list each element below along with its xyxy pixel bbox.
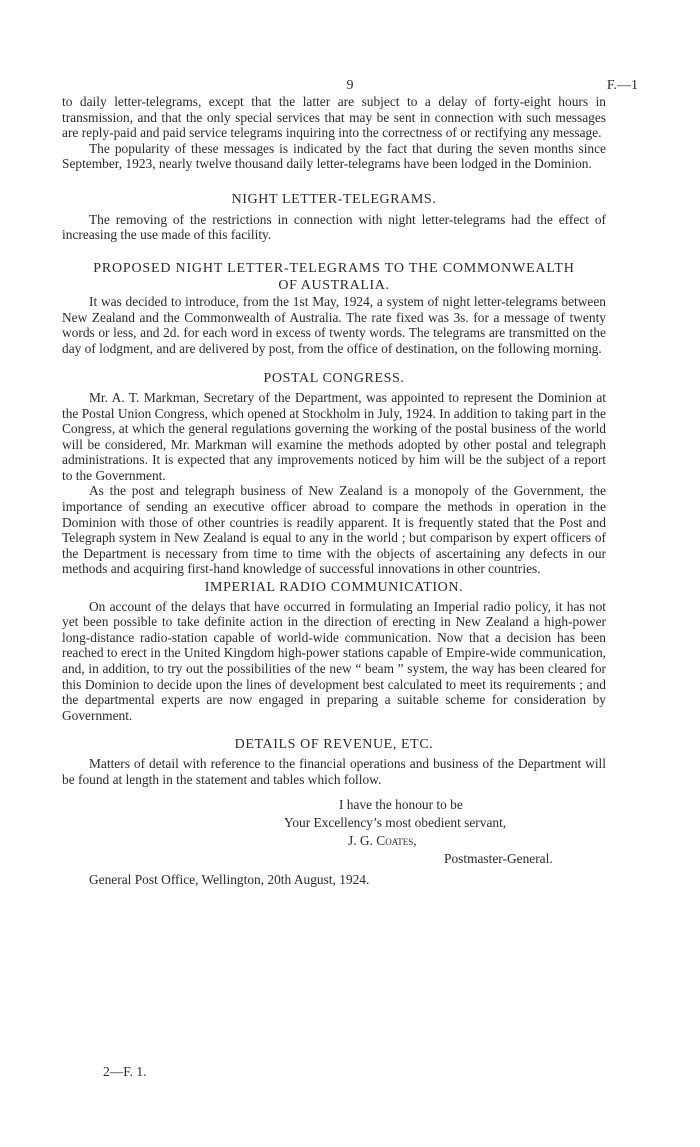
signoff-servant-line: Your Excellency’s most obedient servant, [284,815,507,831]
signatory-title: Postmaster-General. [444,851,553,867]
place-and-date: General Post Office, Wellington, 20th August, 1924. [89,872,370,888]
heading-proposed-night-letter-telegrams: PROPOSED NIGHT LETTER-TELEGRAMS TO THE COMMONWEALTH [93,260,575,276]
heading-night-letter-telegrams: NIGHT LETTER-TELEGRAMS. [231,191,437,207]
paragraph-postal-congress-appointment: Mr. A. T. Markman, Secretary of the Department, was appointed to represent the Dominion at the Postal Union Congress, which opened at Stockholm in July, 1924. In addition to taking part in the Congress, at which the general regulations governing the working of the postal business of the world will be considered, Mr. Markman will examine the methods adopted by other postal and telegraph administrations. It is expected that any improvements noticed by him will be the subject of a report to the Government. [62,389,606,483]
footer-reference: 2—F. 1. [103,1064,147,1079]
signatory-name: J. G. Coates, [348,833,417,849]
signoff-honour-line: I have the honour to be [339,797,463,813]
document-reference: F.—1 [606,78,638,93]
paragraph-details-of-revenue: Matters of detail with reference to the financial operations and business of the Department will be found at length in the statement and tables which follow. [62,755,606,787]
heading-imperial-radio-communication: IMPERIAL RADIO COMMUNICATION. [204,580,464,596]
signoff-block [62,787,606,897]
heading-proposed-night-letter-telegrams-line2: OF AUSTRALIA. [278,278,390,294]
paragraph-letter-telegram-conditions: to daily letter-telegrams, except that the latter are subject to a delay of forty-eight hours in transmission, and that the only special services that may be sent in connection with such messages are reply-paid and paid service telegrams inquiring into the correctness of or rectifying any message. [62,94,606,141]
body-text [62,94,606,897]
paragraph-imperial-radio-communication: On account of the delays that have occurred in formulating an Imperial radio policy, it has not yet been possible to take definite action in the direction of erecting in New Zealand a high-power long-distance radio-station capable of world-wide communication. Now that a decision has been reached to erect in the United Kingdom high-power stations capable of Empire-wide communication, and, in addition, to try out the possibilities of the new “ beam ” system, the way has been cleared for this Dominion to decide upon the lines of development best calculated to meet its requirements ; and the departmental experts are now engaged in preparing a suitable scheme for consideration by Government. [62,598,606,723]
heading-postal-congress: POSTAL CONGRESS. [263,371,405,387]
paragraph-night-letter-telegrams: The removing of the restrictions in connection with night letter-telegrams had the effect of increasing the use made of this facility. [62,211,606,243]
paragraph-postal-congress-importance: As the post and telegraph business of New Zealand is a monopoly of the Government, the importance of sending an executive officer abroad to compare the methods in operation in the Dominion with those of other countries is readily apparent. It is frequently stated that the Post and Telegraph system in New Zealand is equal to any in the world ; but comparison by expert officers of the Department is necessary from time to time with the objects of ascertaining any defects in our methods and acquiring first-hand knowledge of successful innovations in other countries. [62,483,606,577]
heading-details-of-revenue: DETAILS OF REVENUE, ETC. [234,737,434,753]
page-number: 9 [346,78,354,93]
paragraph-letter-telegram-popularity: The popularity of these messages is indicated by the fact that during the seven months since September, 1923, nearly twelve thousand daily letter-telegrams have been lodged in the Dominion. [62,140,606,172]
paragraph-australia-night-letter-telegrams: It was decided to introduce, from the 1st May, 1924, a system of night letter-telegrams between New Zealand and the Commonwealth of Australia. The rate fixed was 3s. for a message of twenty words or less, and 2d. for each word in excess of twenty words. The telegrams are transmitted on the day of lodgment, and are delivered by post, from the office of destination, on the following morning. [62,293,606,356]
